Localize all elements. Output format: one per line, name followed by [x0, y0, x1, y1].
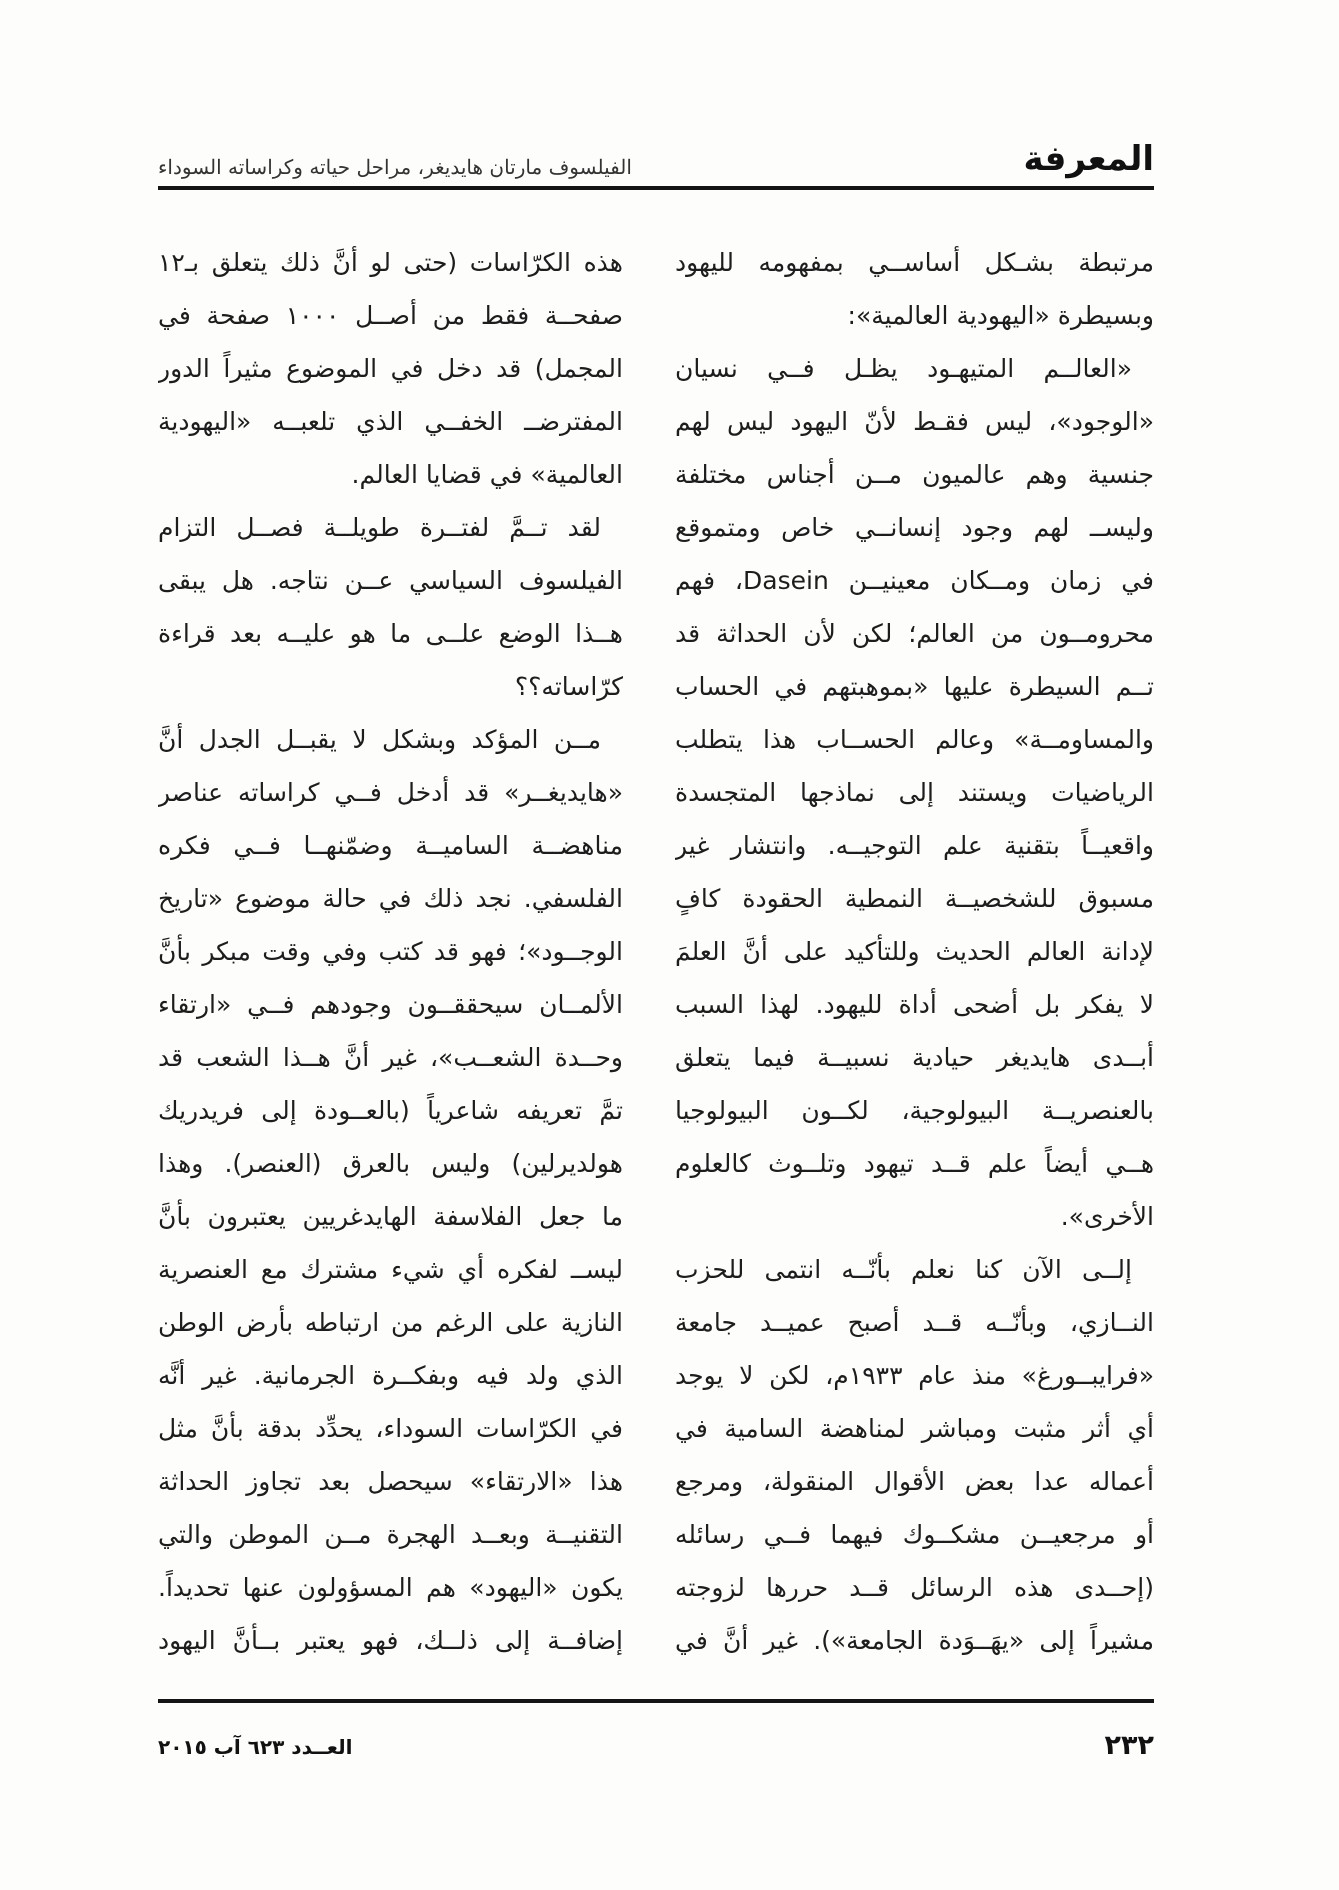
- text-line: هذا «الارتقاء» سيحصل بعد تجاوز الحداثة: [158, 1467, 623, 1496]
- page-number: ٢٣٢: [1104, 1730, 1154, 1761]
- text-line: جنسية وهم عالميون مــن أجناس مختلفة: [675, 460, 1154, 489]
- text-line: لإدانة العالم الحديث وللتأكيد على أنَّ العلمَ: [675, 937, 1154, 966]
- text-line: محرومــون من العالم؛ لكن لأن الحداثة قد: [675, 619, 1154, 648]
- text-column-left: [158, 236, 623, 1667]
- text-line: المجمل) قد دخل في الموضوع مثيراً الدور: [158, 354, 623, 383]
- text-line: واقعيــاً بتقنية علم التوجيــه. وانتشار غير: [675, 831, 1154, 860]
- text-line: إلــى الآن كنا نعلم بأنّــه انتمى للحزب: [675, 1255, 1132, 1284]
- text-line: وحــدة الشعــب»، غير أنَّ هــذا الشعب قد: [158, 1043, 623, 1072]
- text-line: النــازي، وبأنّــه قــد أصبح عميــد جامعة: [675, 1308, 1154, 1337]
- text-line: مرتبطة بشـكل أساســي بمفهومه لليهود: [675, 248, 1154, 277]
- text-line: في زمان ومــكان معينيــن Dasein، فهم: [675, 566, 1154, 595]
- text-line: في الكرّاسات السوداء، يحدِّد بدقة بأنَّ مثل: [158, 1414, 623, 1443]
- text-line: الفيلسوف السياسي عــن نتاجه. هل يبقى: [158, 566, 623, 595]
- text-line: والمساومــة» وعالم الحســاب هذا يتطلب: [675, 725, 1154, 754]
- header-rule: [158, 186, 1154, 190]
- text-line: مــن المؤكد وبشكل لا يقبــل الجدل أنَّ: [158, 725, 601, 754]
- text-line: هــي أيضاً علم قــد تيهود وتلــوث كالعلوم: [675, 1149, 1154, 1178]
- text-line: الألمــان سيحققــون وجودهم فــي «ارتقاء: [158, 990, 623, 1019]
- text-line: أعماله عدا بعض الأقوال المنقولة، ومرجع: [675, 1467, 1154, 1496]
- text-line: (إحــدى هذه الرسائل قــد حررها لزوجته: [675, 1573, 1154, 1602]
- text-line: يكون «اليهود» هم المسؤولون عنها تحديداً.: [158, 1573, 623, 1602]
- text-line: أبــدى هايديغر حيادية نسبيــة فيما يتعلق: [675, 1043, 1154, 1072]
- text-line: الوجــود»؛ فهو قد كتب وفي وقت مبكر بأنَّ: [158, 937, 623, 966]
- text-line: إضافــة إلى ذلــك، فهو يعتبر بــأنَّ اليهود: [158, 1626, 623, 1655]
- text-line: صفحــة فقط من أصــل ١٠٠٠ صفحة في: [158, 301, 623, 330]
- text-line: لقد تــمَّ لفتــرة طويلــة فصــل التزام: [158, 513, 601, 542]
- text-line: الفلسفي. نجد ذلك في حالة موضوع «تاريخ: [158, 884, 623, 913]
- text-line: هولديرلين) وليس بالعرق (العنصر). وهذا: [158, 1149, 623, 1178]
- text-line: «العالــم المتيهـود يظـل فــي نسيان: [675, 354, 1132, 383]
- text-column-right: [675, 236, 1154, 1667]
- text-line: أي أثر مثبت ومباشر لمناهضة السامية في: [675, 1414, 1154, 1443]
- text-line: ليســ لفكره أي شيء مشترك مع العنصرية: [158, 1255, 623, 1284]
- text-line: كرّاساته؟؟: [514, 672, 623, 701]
- text-line: هــذا الوضع علــى ما هو عليــه بعد قراءة: [158, 619, 623, 648]
- text-line: بالعنصريــة البيولوجية، لكــون البيولوجيا: [675, 1096, 1154, 1125]
- footer-rule: [158, 1699, 1154, 1703]
- magazine-logo: المعرفة: [1023, 139, 1154, 179]
- text-line: وليســ لهم وجود إنسانــي خاص ومتموقع: [675, 513, 1154, 542]
- text-line: «فرايبــورغ» منذ عام ١٩٣٣م، لكن لا يوجد: [675, 1361, 1154, 1390]
- text-line: تــم السيطرة عليها «بموهبتهم في الحساب: [675, 672, 1154, 701]
- text-line: هذه الكرّاسات (حتى لو أنَّ ذلك يتعلق بـ١٢: [158, 248, 623, 277]
- text-line: المفترضــ الخفــي الذي تلعبــه «اليهودية: [158, 407, 623, 436]
- text-line: الرياضيات ويستند إلى نماذجها المتجسدة: [675, 778, 1154, 807]
- text-line: «الوجود»، ليس فقـط لأنّ اليهود ليس لهم: [675, 407, 1154, 436]
- text-line: وبسيطرة «اليهودية العالمية»:: [847, 301, 1154, 330]
- text-line: مسبوق للشخصيــة النمطية الحقودة كافٍ: [675, 884, 1154, 913]
- text-line: مناهضــة الساميــة وضمّنهــا فــي فكره: [158, 831, 623, 860]
- text-line: لا يفكر بل أضحى أداة لليهود. لهذا السبب: [675, 990, 1154, 1019]
- issue-info: العــدد ٦٢٣ آب ٢٠١٥: [158, 1735, 353, 1759]
- text-line: الذي ولد فيه وبفكــرة الجرمانية. غير أنَّه: [158, 1361, 623, 1390]
- text-line: أو مرجعيــن مشكــوك فيهما فــي رسائله: [675, 1520, 1154, 1549]
- running-title: الفيلسوف مارتان هايديغر، مراحل حياته وكراساته السوداء: [158, 155, 632, 179]
- text-line: النازية على الرغم من ارتباطه بأرض الوطن: [158, 1308, 623, 1337]
- text-line: «هايديغــر» قد أدخل فــي كراساته عناصر: [158, 778, 623, 807]
- text-line: ما جعل الفلاسفة الهايدغريين يعتبرون بأنَّ: [158, 1202, 623, 1231]
- text-line: تمَّ تعريفه شاعرياً (بالعــودة إلى فريدريك: [158, 1096, 623, 1125]
- text-line: الأخرى».: [1060, 1202, 1154, 1231]
- text-line: التقنيــة وبعــد الهجرة مــن الموطن والتي: [158, 1520, 623, 1549]
- text-line: العالمية» في قضايا العالم.: [351, 460, 623, 489]
- text-line: مشيراً إلى «يهَــوَدة الجامعة»). غير أنَّ في: [675, 1626, 1154, 1655]
